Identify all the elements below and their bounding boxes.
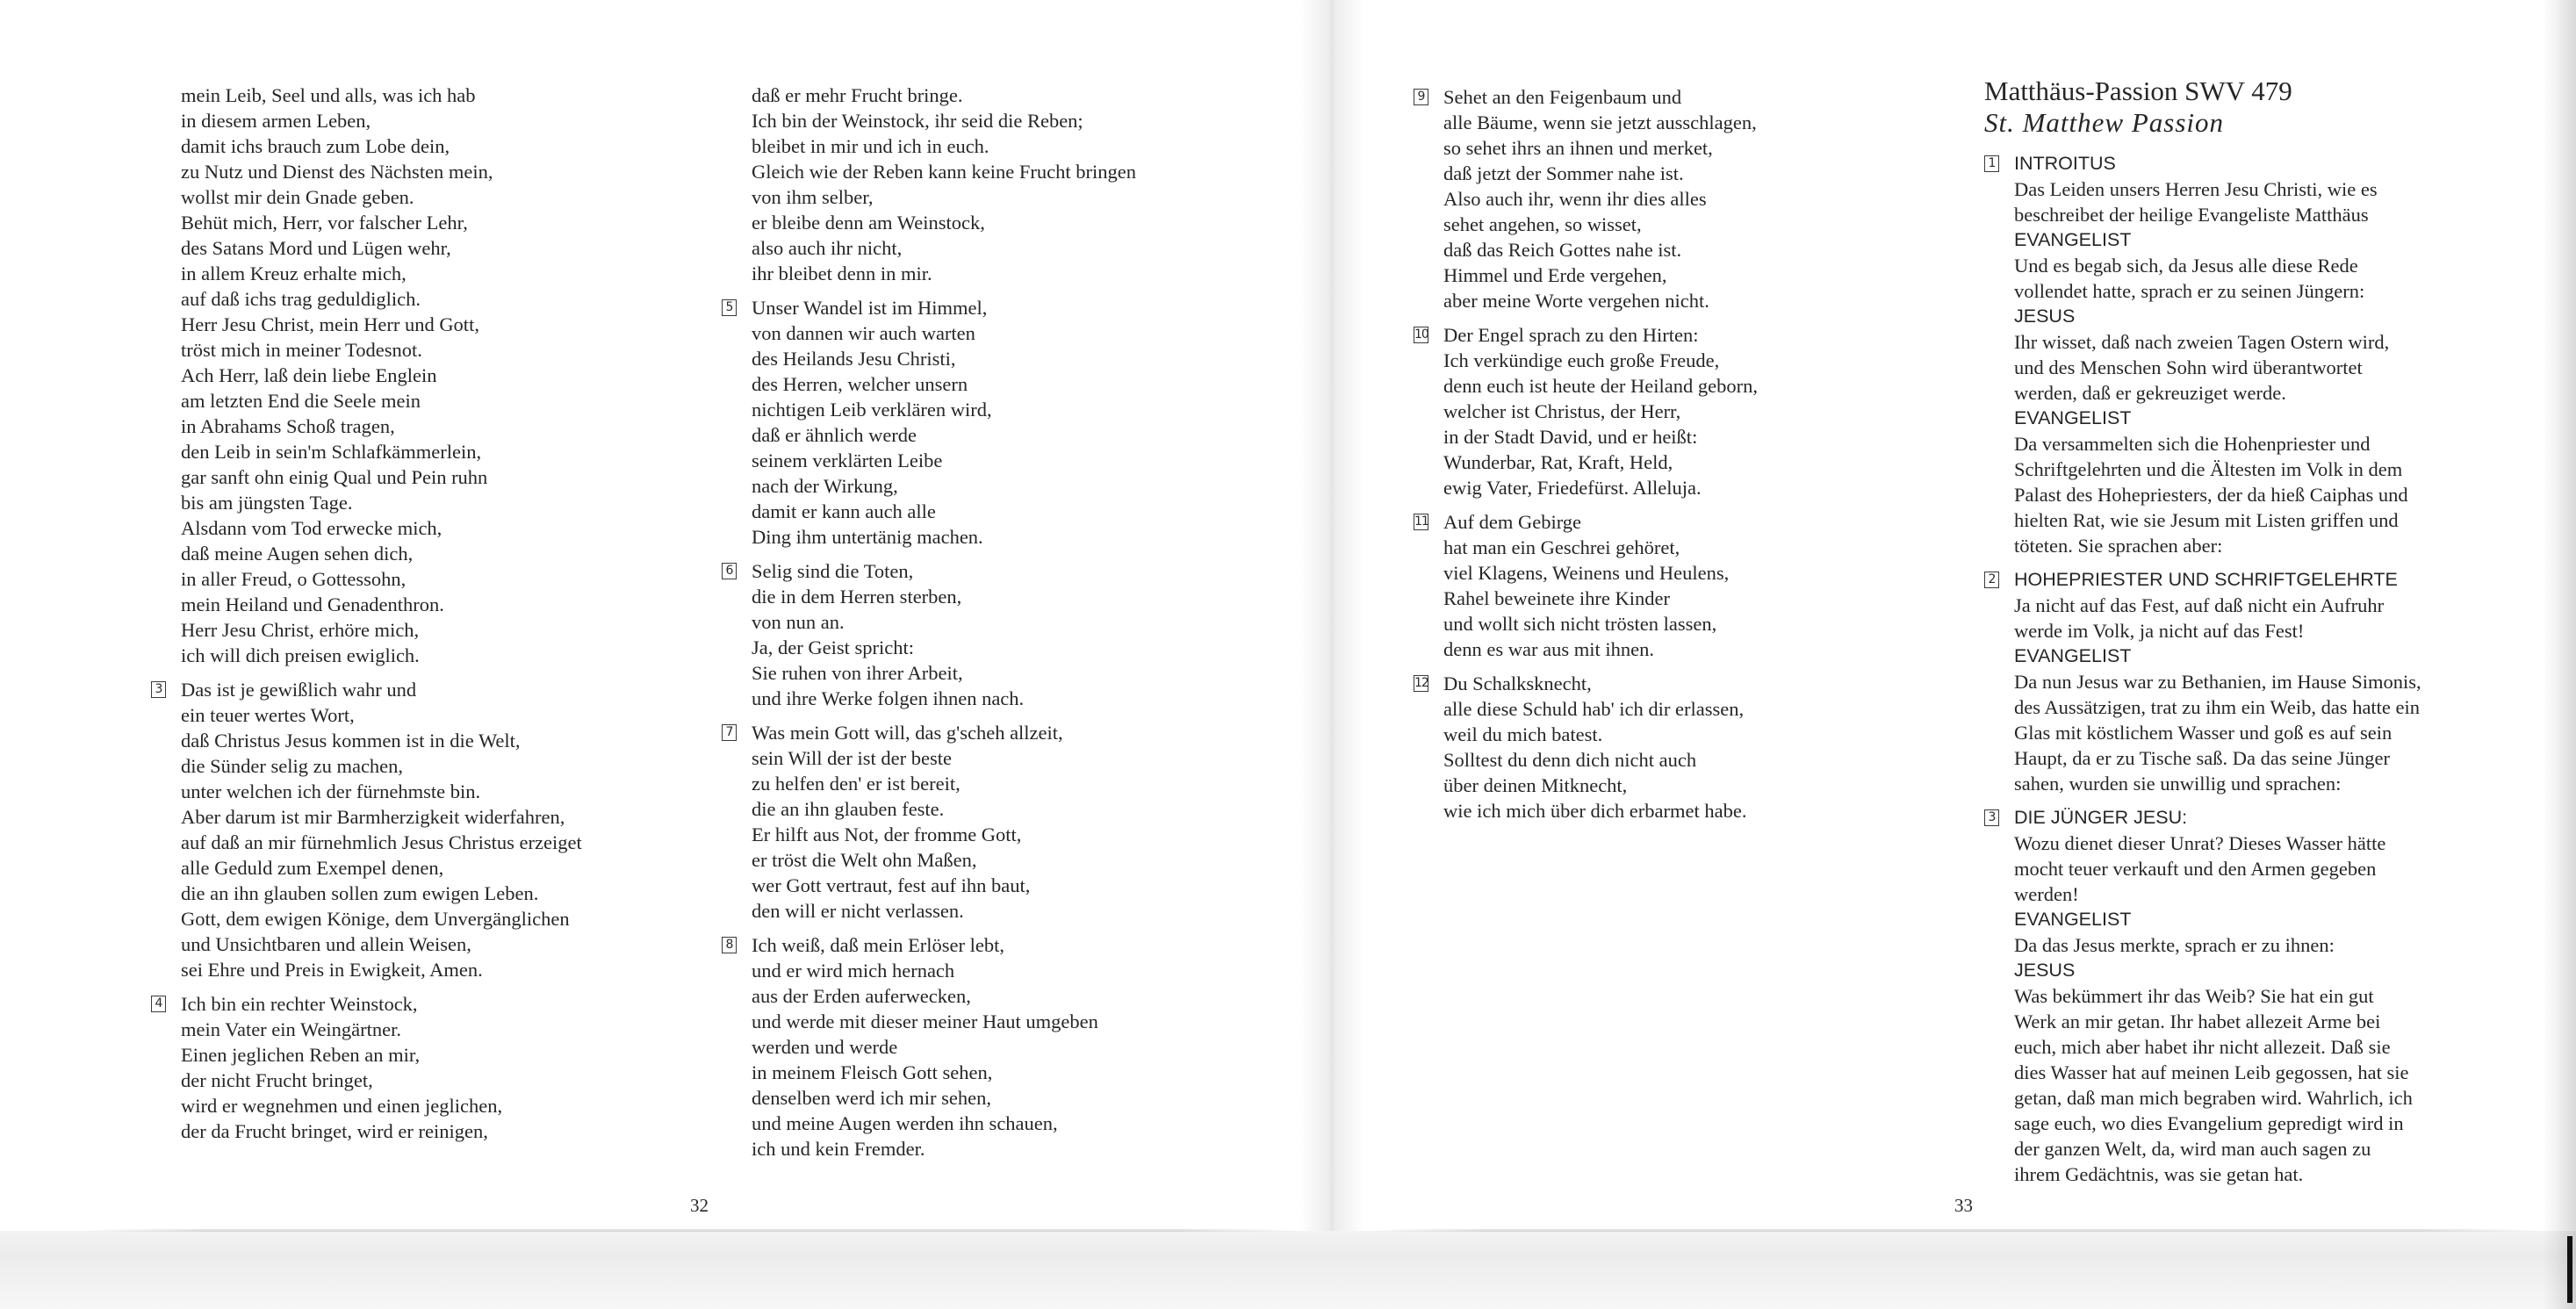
text-line: in aller Freud, o Gottessohn, xyxy=(181,568,407,590)
text-line: Ihr wisset, daß nach zweien Tagen Ostern wird, xyxy=(2014,331,2390,353)
text-line: ihrem Gedächtnis, was sie getan hat. xyxy=(2014,1163,2304,1185)
text-line: Glas mit köstlichem Wasser und goß es auf sein xyxy=(2014,722,2393,744)
text-line: sein Will der ist der beste xyxy=(752,747,952,769)
text-line: hielten Rat, wie sie Jesum mit Listen griffen und xyxy=(2014,509,2399,531)
text-line: der ganzen Welt, da, wird man auch sagen zu xyxy=(2014,1138,2371,1160)
scan-edge-shadow xyxy=(2543,0,2576,1309)
text-block xyxy=(720,83,1136,286)
text-line: Rahel beweinete ihre Kinder xyxy=(1443,587,1671,609)
text-line: ihr bleibet denn in mir. xyxy=(752,263,932,284)
text-line: töteten. Sie sprachen aber: xyxy=(2014,535,2223,557)
text-line: tröst mich in meiner Todesnot. xyxy=(181,339,422,361)
text-block xyxy=(720,558,1136,711)
text-line: seinem verklärten Leibe xyxy=(752,450,943,471)
text-line: von nun an. xyxy=(752,611,845,633)
passion-subtitle: St. Matthew Passion xyxy=(1984,107,2225,138)
section-number: 6 xyxy=(722,563,737,579)
speaker-label: EVANGELIST xyxy=(2014,645,2132,666)
text-line: sahen, wurden sie unwillig und sprachen: xyxy=(2014,773,2342,795)
text-line: wollst mir dein Gnade geben. xyxy=(181,186,414,208)
text-line: aber meine Worte vergehen nicht. xyxy=(1443,290,1709,312)
text-block xyxy=(1982,151,2421,558)
text-line: Schriftgelehrten und die Ältesten im Volk in dem xyxy=(2014,458,2403,480)
text-line: bleibet in mir und ich in euch. xyxy=(752,135,989,157)
text-line: Haupt, da er zu Tische saß. Da das seine Jünger xyxy=(2014,747,2391,769)
text-line: daß meine Augen sehen dich, xyxy=(181,543,414,565)
text-line: sage euch, wo dies Evangelium gepredigt wird in xyxy=(2014,1112,2404,1134)
text-line: daß Christus Jesus kommen ist in die Welt, xyxy=(181,730,521,752)
text-line: in Abrahams Schoß tragen, xyxy=(181,415,395,437)
text-line: mein Heiland und Genadenthron. xyxy=(181,593,444,615)
text-line: welcher ist Christus, der Herr, xyxy=(1443,400,1681,422)
section-number: 9 xyxy=(1414,89,1428,105)
text-line: alle diese Schuld hab' ich dir erlassen, xyxy=(1443,698,1745,720)
text-line: viel Klagens, Weinens und Heulens, xyxy=(1443,562,1730,584)
text-line: Einen jeglichen Reben an mir, xyxy=(181,1044,421,1066)
speaker-label: HOHEPRIESTER UND SCHRIFTGELEHRTE xyxy=(2014,569,2398,590)
text-block xyxy=(1412,671,1758,824)
speaker-label: JESUS xyxy=(2014,960,2076,981)
text-line: Ich bin ein rechter Weinstock, xyxy=(181,993,418,1015)
text-line: Da nun Jesus war zu Bethanien, im Hause Simonis, xyxy=(2014,671,2421,693)
text-line: nichtigen Leib verklären wird, xyxy=(752,399,992,421)
text-line: Ja nicht auf das Fest, auf daß nicht ein Aufruhr xyxy=(2014,594,2385,616)
text-line: Der Engel sprach zu den Hirten: xyxy=(1443,324,1699,346)
text-line: Sie ruhen von ihrer Arbeit, xyxy=(752,662,963,684)
text-line: Alsdann vom Tod erwecke mich, xyxy=(181,517,443,539)
section-number: 3 xyxy=(1984,809,1999,826)
text-block xyxy=(1982,805,2421,1187)
text-line: von ihm selber, xyxy=(752,186,874,208)
right-page-column-2 xyxy=(1982,151,2421,1196)
right-page-edge xyxy=(1370,1229,2537,1232)
text-line: in meinem Fleisch Gott sehen, xyxy=(752,1061,993,1083)
text-line: mocht teuer verkauft und den Armen gegeben xyxy=(2014,858,2377,880)
text-line: unter welchen ich der fürnehmste bin. xyxy=(181,780,481,802)
text-block xyxy=(149,83,582,668)
text-line: ein teuer wertes Wort, xyxy=(181,704,355,726)
text-line: der nicht Frucht bringet, xyxy=(181,1069,373,1091)
text-block xyxy=(149,677,582,982)
text-line: mein Leib, Seel und alls, was ich hab xyxy=(181,84,476,106)
text-line: werden und werde xyxy=(752,1036,898,1058)
text-line: daß er mehr Frucht bringe. xyxy=(752,84,963,106)
text-line: sei Ehre und Preis in Ewigkeit, Amen. xyxy=(181,959,483,981)
text-line: die in dem Herren sterben, xyxy=(752,586,962,608)
text-line: Wunderbar, Rat, Kraft, Held, xyxy=(1443,451,1673,473)
text-line: Palast des Hohepriesters, der da hieß Caiphas und xyxy=(2014,484,2408,506)
text-line: Da das Jesus merkte, sprach er zu ihnen: xyxy=(2014,934,2335,956)
text-line: zu helfen den' er ist bereit, xyxy=(752,773,961,795)
text-line: denn euch ist heute der Heiland geborn, xyxy=(1443,375,1759,397)
section-number: 2 xyxy=(1984,572,1999,588)
text-line: Wozu dienet dieser Unrat? Dieses Wasser hätte xyxy=(2014,832,2386,854)
text-line: sehet angehen, so wisset, xyxy=(1443,213,1642,235)
text-line: von dannen wir auch warten xyxy=(752,322,975,344)
text-line: die an ihn glauben feste. xyxy=(752,798,945,820)
text-line: Da versammelten sich die Hohenpriester und xyxy=(2014,433,2371,455)
text-line: auf daß an mir fürnehmlich Jesus Christus erzeiget xyxy=(181,831,582,853)
text-line: ewig Vater, Friedefürst. Alleluja. xyxy=(1443,477,1702,499)
text-line: Herr Jesu Christ, erhöre mich, xyxy=(181,619,420,641)
text-line: daß jetzt der Sommer nahe ist. xyxy=(1443,162,1684,184)
text-line: Werk an mir getan. Ihr habet allezeit Arme bei xyxy=(2014,1011,2381,1032)
text-line: gar sanft ohn einig Qual und Pein ruhn xyxy=(181,466,488,488)
text-line: Gleich wie der Reben kann keine Frucht bringen xyxy=(752,161,1136,183)
text-line: den will er nicht verlassen. xyxy=(752,900,964,922)
speaker-label: EVANGELIST xyxy=(2014,407,2132,428)
text-block xyxy=(149,991,582,1144)
text-line: daß das Reich Gottes nahe ist. xyxy=(1443,239,1682,261)
text-line: in der Stadt David, und er heißt: xyxy=(1443,426,1698,448)
text-line: ich und kein Fremder. xyxy=(752,1138,925,1160)
text-line: Gott, dem ewigen Könige, dem Unvergänglichen xyxy=(181,908,570,930)
text-line: Ich weiß, daß mein Erlöser lebt, xyxy=(752,934,1005,956)
speaker-label: EVANGELIST xyxy=(2014,909,2132,930)
section-number: 8 xyxy=(722,937,737,953)
text-line: Was mein Gott will, das g'scheh allzeit, xyxy=(752,722,1063,744)
text-line: auf daß ichs trag geduldiglich. xyxy=(181,288,421,310)
text-block xyxy=(720,932,1136,1162)
text-line: Du Schalksknecht, xyxy=(1443,672,1592,694)
scan-edge-mark xyxy=(2567,1236,2572,1303)
text-line: hat man ein Geschrei gehöret, xyxy=(1443,536,1680,558)
section-number: 5 xyxy=(722,299,737,316)
text-line: Also auch ihr, wenn ihr dies alles xyxy=(1443,188,1707,210)
scan-background xyxy=(0,1231,2576,1309)
text-line: denn es war aus mit ihnen. xyxy=(1443,638,1654,660)
text-line: damit er kann auch alle xyxy=(752,500,936,522)
text-line: in diesem armen Leben, xyxy=(181,110,371,132)
text-line: und er wird mich hernach xyxy=(752,960,955,982)
text-block xyxy=(1982,567,2421,796)
text-line: denselben werd ich mir sehen, xyxy=(752,1087,992,1109)
section-number: 10 xyxy=(1414,327,1428,342)
section-number: 4 xyxy=(151,996,166,1012)
text-line: des Herren, welcher unsern xyxy=(752,373,968,395)
text-line: Ich bin der Weinstock, ihr seid die Reben; xyxy=(752,110,1083,132)
passion-title: Matthäus-Passion SWV 479 xyxy=(1984,76,2292,106)
text-line: zu Nutz und Dienst des Nächsten mein, xyxy=(181,161,493,183)
text-line: nach der Wirkung, xyxy=(752,475,898,497)
speaker-label: JESUS xyxy=(2014,306,2076,327)
text-line: und wollt sich nicht trösten lassen, xyxy=(1443,613,1717,635)
text-line: des Satans Mord und Lügen wehr, xyxy=(181,237,451,259)
text-line: Auf dem Gebirge xyxy=(1443,511,1582,533)
text-line: Unser Wandel ist im Himmel, xyxy=(752,297,988,319)
text-line: wie ich mich über dich erbarmet habe. xyxy=(1443,800,1747,822)
page-number-right: 33 xyxy=(1954,1195,1973,1216)
text-line: und Unsichtbaren und allein Weisen, xyxy=(181,933,471,955)
text-line: ich will dich preisen ewiglich. xyxy=(181,644,420,666)
text-line: der da Frucht bringet, wird er reinigen, xyxy=(181,1120,488,1142)
text-line: Selig sind die Toten, xyxy=(752,560,914,582)
text-line: und des Menschen Sohn wird überantwortet xyxy=(2014,356,2363,378)
text-line: daß er ähnlich werde xyxy=(752,424,917,446)
text-line: Was bekümmert ihr das Weib? Sie hat ein gut xyxy=(2014,985,2374,1007)
text-line: Behüt mich, Herr, vor falscher Lehr, xyxy=(181,212,468,234)
text-line: er bleibe denn am Weinstock, xyxy=(752,212,985,234)
text-line: damit ichs brauch zum Lobe dein, xyxy=(181,135,450,157)
text-line: Das ist je gewißlich wahr und xyxy=(181,679,417,701)
left-page-column-2 xyxy=(720,83,1136,1170)
speaker-label: EVANGELIST xyxy=(2014,229,2132,250)
text-line: Sehet an den Feigenbaum und xyxy=(1443,86,1682,108)
section-number: 11 xyxy=(1414,514,1428,529)
section-number: 12 xyxy=(1414,676,1428,690)
text-line: Aber darum ist mir Barmherzigkeit widerfahren, xyxy=(181,806,565,828)
text-line: also auch ihr nicht, xyxy=(752,237,903,259)
text-line: die Sünder selig zu machen, xyxy=(181,755,404,777)
text-line: euch, mich aber habet ihr nicht allezeit. Daß sie xyxy=(2014,1036,2391,1058)
text-line: er tröst die Welt ohn Maßen, xyxy=(752,849,977,871)
text-line: wird er wegnehmen und einen jeglichen, xyxy=(181,1095,503,1117)
text-block xyxy=(1412,84,1758,313)
text-line: Ja, der Geist spricht: xyxy=(752,637,914,658)
text-line: am letzten End die Seele mein xyxy=(181,390,421,412)
text-line: werden, daß er gekreuziget werde. xyxy=(2014,382,2286,404)
text-line: des Heilands Jesu Christi, xyxy=(752,348,956,370)
book-gutter xyxy=(1299,0,1364,1231)
text-line: Das Leiden unsers Herren Jesu Christi, wie es xyxy=(2014,178,2378,200)
text-line: getan, daß man mich begraben wird. Wahrlich, ich xyxy=(2014,1087,2413,1109)
text-line: in allem Kreuz erhalte mich, xyxy=(181,263,407,284)
section-number: 3 xyxy=(151,681,166,698)
text-line: weil du mich batest. xyxy=(1443,723,1603,745)
text-line: und meine Augen werden ihn schauen, xyxy=(752,1112,1058,1134)
speaker-label: INTROITUS xyxy=(2014,153,2116,174)
text-line: wer Gott vertraut, fest auf ihn baut, xyxy=(752,874,1031,896)
section-number: 1 xyxy=(1984,155,1999,172)
text-line: mein Vater ein Weingärtner. xyxy=(181,1018,402,1040)
text-line: Ding ihm untertänig machen. xyxy=(752,526,983,548)
text-line: über deinen Mitknecht, xyxy=(1443,774,1628,796)
text-line: den Leib in sein'm Schlafkämmerlein, xyxy=(181,441,482,463)
text-line: alle Geduld zum Exempel denen, xyxy=(181,857,444,879)
text-line: bis am jüngsten Tage. xyxy=(181,492,353,514)
text-line: Und es begab sich, da Jesus alle diese Rede xyxy=(2014,255,2358,277)
left-page-column-1 xyxy=(149,83,582,1153)
text-line: die an ihn glauben sollen zum ewigen Leben. xyxy=(181,882,539,904)
text-line: und werde mit dieser meiner Haut umgeben xyxy=(752,1011,1098,1032)
text-line: so sehet ihrs an ihnen und merket, xyxy=(1443,137,1713,159)
text-line: Er hilft aus Not, der fromme Gott, xyxy=(752,824,1022,845)
text-line: vollendet hatte, sprach er zu seinen Jüngern: xyxy=(2014,280,2365,302)
page-number-left: 32 xyxy=(690,1195,709,1216)
section-number: 7 xyxy=(722,724,737,741)
text-line: Herr Jesu Christ, mein Herr und Gott, xyxy=(181,313,479,335)
text-line: des Aussätzigen, trat zu ihm ein Weib, das hatte ein xyxy=(2014,696,2421,718)
text-line: Himmel und Erde vergehen, xyxy=(1443,264,1667,286)
text-line: und ihre Werke folgen ihnen nach. xyxy=(752,687,1025,709)
text-line: aus der Erden auferwecken, xyxy=(752,985,971,1007)
text-line: werden! xyxy=(2014,883,2079,905)
text-block xyxy=(1412,322,1758,500)
text-block xyxy=(720,295,1136,550)
text-line: beschreibet der heilige Evangeliste Matthäus xyxy=(2014,204,2369,226)
text-line: werde im Volk, ja nicht auf das Fest! xyxy=(2014,620,2305,642)
text-line: dies Wasser hat auf meinen Leib gegossen, hat sie xyxy=(2014,1061,2409,1083)
left-page-edge xyxy=(84,1229,1296,1232)
passion-heading xyxy=(1984,76,2292,139)
speaker-label: DIE JÜNGER JESU: xyxy=(2014,807,2188,828)
text-line: alle Bäume, wenn sie jetzt ausschlagen, xyxy=(1443,111,1757,133)
text-line: Solltest du denn dich nicht auch xyxy=(1443,749,1697,771)
text-block xyxy=(720,720,1136,924)
text-line: Ach Herr, laß dein liebe Englein xyxy=(181,364,437,386)
text-block xyxy=(1412,509,1758,662)
right-page-column-1 xyxy=(1412,84,1758,832)
text-line: Ich verkündige euch große Freude, xyxy=(1443,349,1720,371)
